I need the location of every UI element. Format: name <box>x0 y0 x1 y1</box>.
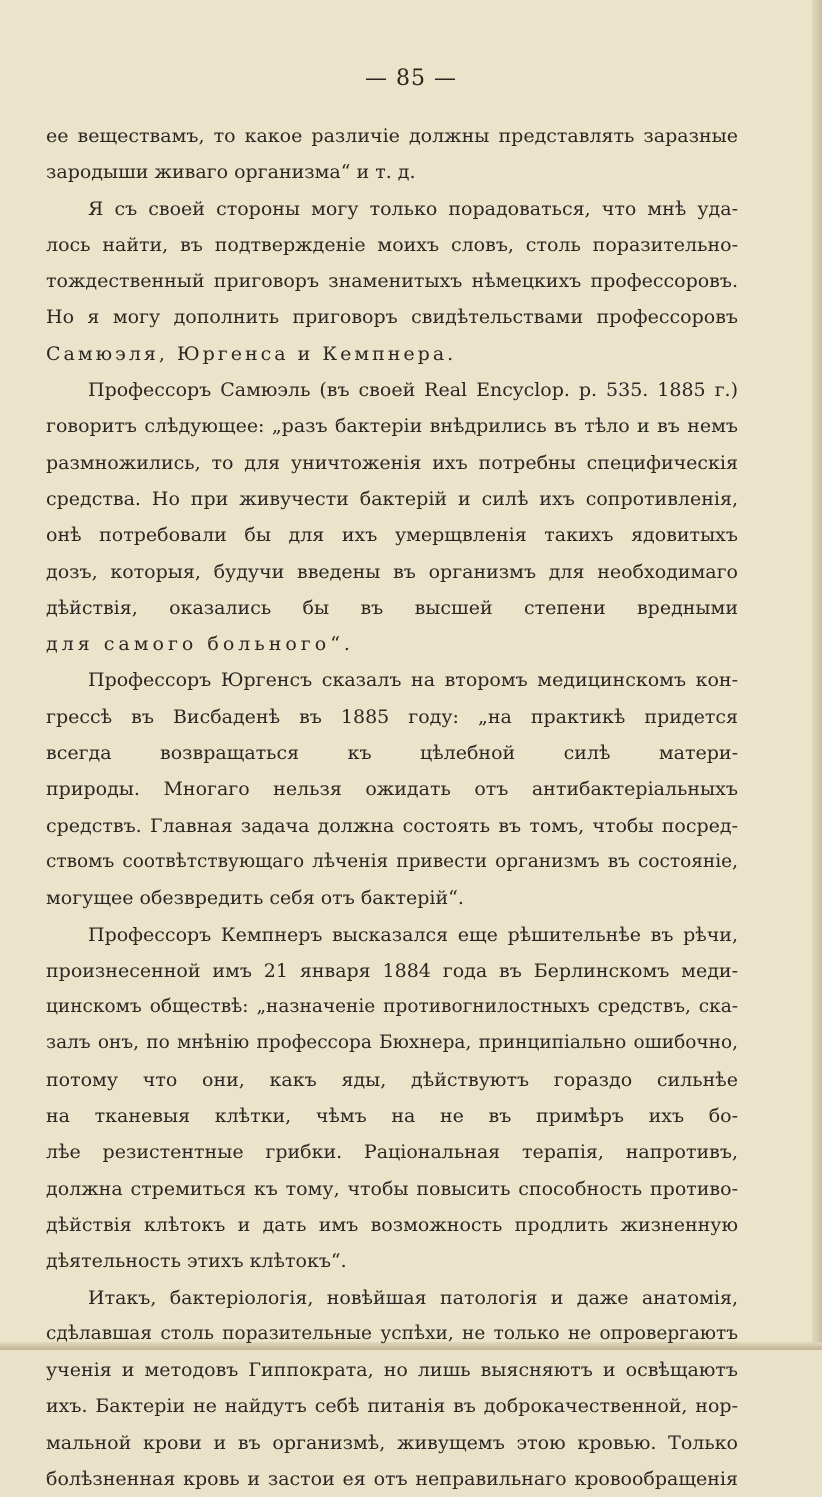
text-line: дѣйствія клѣтокъ и дать имъ возможность продлить жизненную <box>46 1213 738 1236</box>
text-line: мальной крови и въ организмѣ, живущемъ этою кровью. Только <box>46 1431 738 1454</box>
text-line: ствомъ соотвѣтствующаго лѣченія привести организмъ въ состояніе, <box>46 850 738 872</box>
text-line: на тканевыя клѣтки, чѣмъ на не въ примѣръ ихъ бо- <box>46 1105 738 1128</box>
text-line: онѣ потребовали бы для ихъ умерщвленія такихъ ядовитыхъ <box>46 524 738 547</box>
text-line: Профессоръ Самюэль (въ своей Real Encyclop. p. 535. 1885 г.) <box>88 379 738 402</box>
text-line: Самюэля, Юргенса и Кемпнера. <box>46 342 457 365</box>
text-line: должна стремиться къ тому, чтобы повысить способность противо- <box>46 1177 738 1200</box>
text-line: потому что они, какъ яды, дѣйствуютъ гораздо сильнѣе <box>46 1068 738 1091</box>
text-line: ихъ. Бактеріи не найдутъ себѣ питанія въ доброкачественной, нор- <box>46 1395 738 1418</box>
text-line: лось найти, въ подтвержденіе моихъ словъ, столь поразительно- <box>46 233 738 256</box>
text-line: лѣе резистентные грибки. Раціональная терапія, напротивъ, <box>46 1141 738 1164</box>
text-line: зародыши живаго организма“ и т. д. <box>46 161 416 184</box>
text-line: средства. Но при живучести бактерій и силѣ ихъ сопротивленія, <box>46 487 738 510</box>
text-line: цинскомъ обществѣ: „назначеніе противогнилостныхъ средствъ, ска- <box>46 996 738 1018</box>
text-line: ученія и методовъ Гиппократа, но лишь выясняютъ и освѣщаютъ <box>46 1359 738 1382</box>
page-number: — 85 — <box>365 66 457 91</box>
text-line: средствъ. Главная задача должна состоять въ томъ, чтобы посред- <box>46 814 738 837</box>
page-edge-shadow <box>812 0 822 1350</box>
text-line: Итакъ, бактеріологія, новѣйшая патологія и даже анатомія, <box>88 1286 738 1309</box>
text-line: размножились, то для уничтоженія ихъ потребны специфическія <box>46 451 738 474</box>
text-line: дѣятельность этихъ клѣтокъ“. <box>46 1250 347 1273</box>
text-line: ее веществамъ, то какое различіе должны представлять заразные <box>46 125 738 147</box>
text-line: Профессоръ Юргенсъ сказалъ на второмъ медицинскомъ кон- <box>88 669 738 692</box>
text-line: Но я могу дополнить приговоръ свидѣтельствами профессоровъ <box>46 306 738 329</box>
text-line: залъ онъ, по мнѣнію профессора Бюхнера, принципіально ошибочно, <box>46 1032 738 1054</box>
text-line: природы. Многаго нельзя ожидать отъ антибактеріальныхъ <box>46 778 738 801</box>
text-line: могущее обезвредить себя отъ бактерій“. <box>46 887 464 910</box>
text-line: дозъ, которыя, будучи введены въ организмъ для необходимаго <box>46 560 738 583</box>
text-line: для самого больного“. <box>46 633 354 656</box>
text-line: дѣйствія, оказались бы въ высшей степени вредными <box>46 596 738 619</box>
text-line: Я съ своей стороны могу только порадоваться, что мнѣ уда- <box>88 197 738 220</box>
text-line: сдѣлавшая столь поразительные успѣхи, не только не опровергаютъ <box>46 1322 738 1344</box>
text-line: говоритъ слѣдующее: „разъ бактеріи внѣдрились въ тѣло и въ немъ <box>46 415 738 438</box>
text-line: грессѣ въ Висбаденѣ въ 1885 году: „на практикѣ придется <box>46 705 738 728</box>
text-line: тождественный приговоръ знаменитыхъ нѣмецкихъ профессоровъ. <box>46 270 738 293</box>
text-line: Профессоръ Кемпнеръ высказался еще рѣшительнѣе въ рѣчи, <box>88 923 738 946</box>
text-line: болѣзненная кровь и застои ея отъ неправильнаго кровообращенія <box>46 1467 738 1490</box>
text-line: произнесенной имъ 21 января 1884 года въ Берлинскомъ меди- <box>46 959 738 982</box>
text-line: всегда возвращаться къ цѣлебной силѣ матери- <box>46 742 738 765</box>
body-text <box>46 118 738 1497</box>
